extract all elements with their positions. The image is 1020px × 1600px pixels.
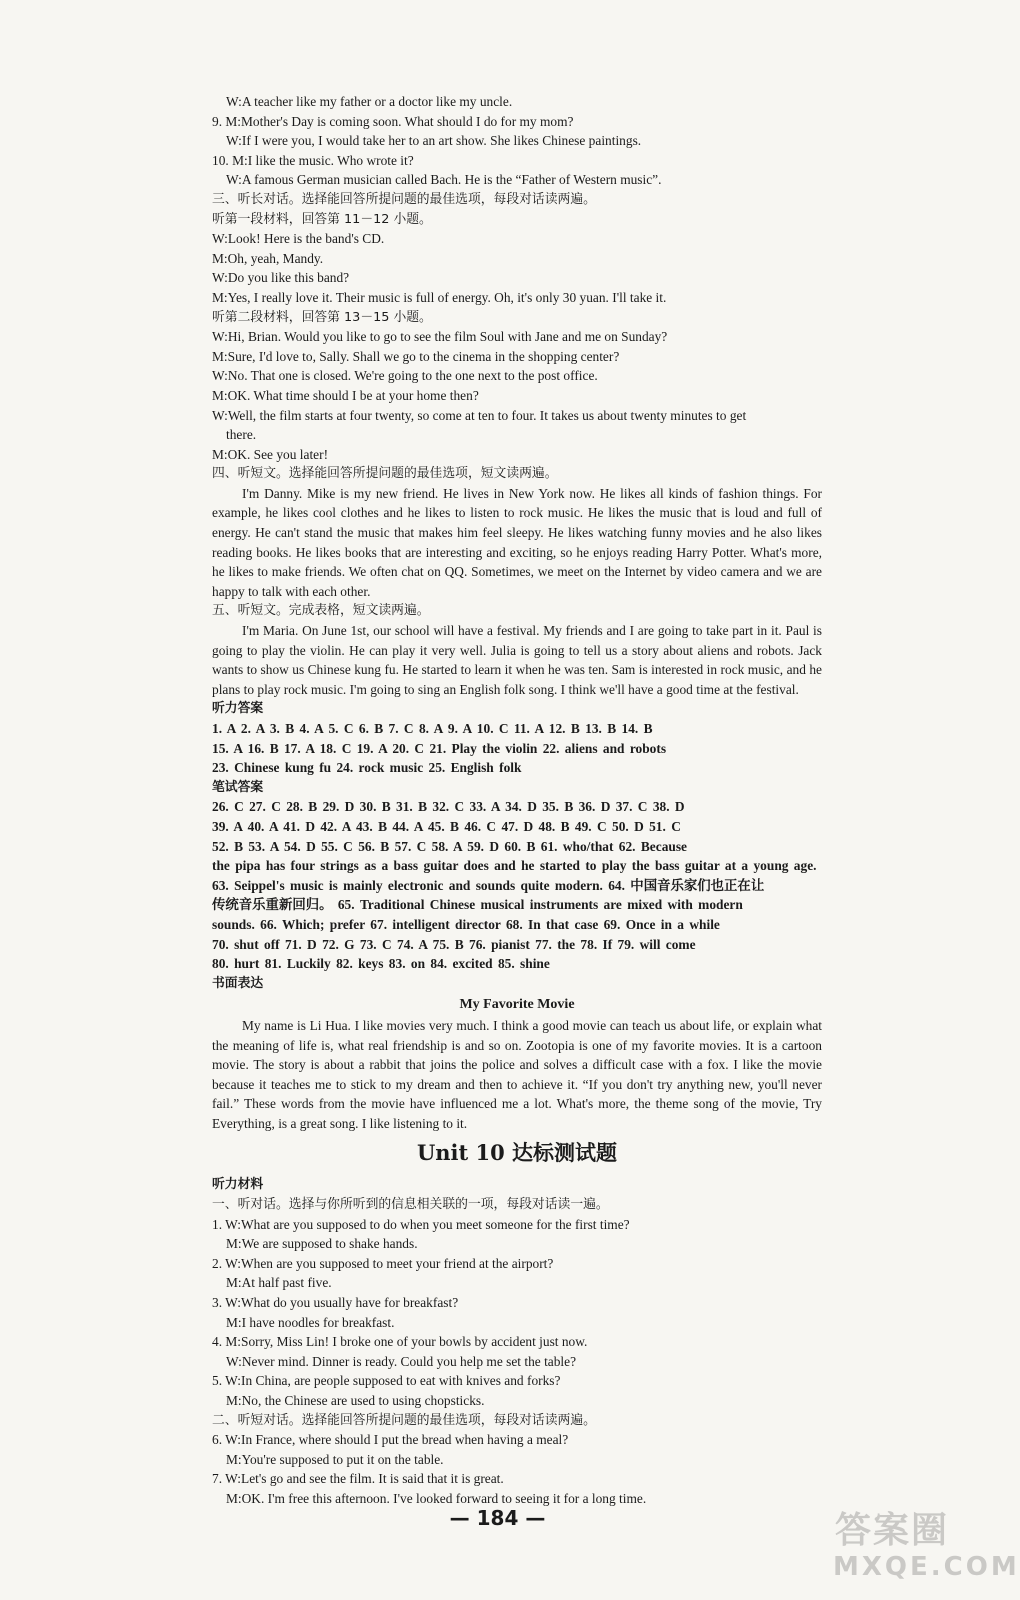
text-line: 6. W:In France, where should I put the bread when having a meal?: [212, 1432, 569, 1448]
answer-line: 23. Chinese kung fu 24. rock music 25. English folk: [212, 760, 522, 776]
text-line: M:Yes, I really love it. Their music is full of energy. Oh, it's only 30 yuan. I'll take it.: [212, 289, 667, 305]
text-line: 4. M:Sorry, Miss Lin! I broke one of your bowls by accident just now.: [212, 1334, 588, 1350]
written-answers-heading: 笔试答案: [212, 779, 264, 795]
text-line: 2. W:When are you supposed to meet your friend at the airport?: [212, 1255, 554, 1271]
writing-heading: 书面表达: [212, 975, 264, 991]
dialogue-lines-bottom: [212, 1195, 822, 1509]
text-line: 一、听对话。选择与你所听到的信息相关联的一项，每段对话读一遍。: [212, 1197, 609, 1213]
text-line: 9. M:Mother's Day is coming soon. What should I do for my mom?: [212, 113, 574, 129]
text-line: there.: [226, 427, 257, 443]
text-line: 四、听短文。选择能回答所提问题的最佳选项，短文读两遍。: [212, 466, 558, 482]
text-line: W:Well, the film starts at four twenty, so come at ten to four. It takes us about twenty minutes to get: [212, 407, 747, 423]
answer-line: 15. A 16. B 17. A 18. C 19. A 20. C 21. Play the violin 22. aliens and robots: [212, 740, 667, 756]
text-line: 5. W:In China, are people supposed to eat with knives and forks?: [212, 1373, 561, 1389]
answer-line: 52. B 53. A 54. D 55. C 56. B 57. C 58. A 59. D 60. B 61. who/that 62. Because: [212, 838, 687, 854]
text-line: 听第一段材料，回答第 11－12 小题。: [212, 211, 432, 227]
essay-body: My name is Li Hua. I like movies very much. I think a good movie can teach us about life, or explain what the meaning of life is, what real friendship is and so on. Zootopia is one of my favorite movies. It is a cartoon movie. The story is about a rabbit that joins the police and solves a difficult case with a fox. I like the movie because it teaches me to stick to my dream and then to achieve it. “If you don't try anything new, you'll never fail.” These words from the movie have influenced me a lot. What's more, the theme song of the movie, Try Everything, is a great song. I like listening to it.: [212, 1017, 822, 1131]
text-line: M:OK. I'm free this afternoon. I've looked forward to seeing it for a long time.: [226, 1490, 647, 1506]
text-line: M:OK. What time should I be at your home then?: [212, 387, 479, 403]
text-line: W:A teacher like my father or a doctor like my uncle.: [226, 94, 513, 109]
text-line: M:We are supposed to shake hands.: [226, 1236, 418, 1252]
text-line: M:OK. See you later!: [212, 446, 329, 462]
text-line: 二、听短对话。选择能回答所提问题的最佳选项，每段对话读两遍。: [212, 1412, 596, 1428]
dialogue-lines-top: [212, 92, 822, 484]
text-line: W:Look! Here is the band's CD.: [212, 231, 385, 247]
unit-title: Unit 10 达标测试题: [416, 1140, 618, 1166]
watermark-top-text: 答案圈: [835, 1510, 950, 1551]
answer-line: sounds. 66. Which; prefer 67. intelligent director 68. In that case 69. Once in a while: [212, 916, 720, 932]
text-line: W:Hi, Brian. Would you like to go to see the film Soul with Jane and me on Sunday?: [212, 329, 668, 345]
page-content: [212, 92, 822, 1509]
watermark-logo: [825, 1502, 1020, 1586]
answer-line: 80. hurt 81. Luckily 82. keys 83. on 84. excited 85. shine: [212, 956, 550, 972]
text-line: W:No. That one is closed. We're going to the one next to the post office.: [212, 368, 598, 384]
text-line: W:A famous German musician called Bach. He is the “Father of Western music”.: [226, 172, 662, 188]
answer-line: 1. A 2. A 3. B 4. A 5. C 6. B 7. C 8. A 9. A 10. C 11. A 12. B 13. B 14. B: [212, 721, 653, 736]
text-line: 7. W:Let's go and see the film. It is said that it is great.: [212, 1471, 504, 1487]
answer-line: the pipa has four strings as a bass guitar does and he started to play the bass guitar at a young age.: [212, 858, 817, 874]
section5-heading: 五、听短文。完成表格，短文读两遍。: [212, 603, 430, 619]
essay-title: My Favorite Movie: [459, 997, 575, 1013]
passage-section4: I'm Danny. Mike is my new friend. He lives in New York now. He likes all kinds of fashion things. For example, he likes cool clothes and he likes to listen to rock music. He likes the music that is loud and full of energy. He can't stand the music that makes him feel sleepy. He likes watching funny movies and he also likes reading books. He likes books that are interesting and exciting, so he enjoys reading Harry Potter. What's more, he likes to make friends. We often chat on QQ. Sometimes, we meet on the Internet by video camera and we are happy to talk with each other.: [212, 485, 822, 599]
text-line: 1. W:What are you supposed to do when you meet someone for the first time?: [212, 1216, 630, 1232]
answer-line: 70. shut off 71. D 72. G 73. C 74. A 75. B 76. pianist 77. the 78. If 79. will come: [212, 936, 696, 952]
text-line: 10. M:I like the music. Who wrote it?: [212, 152, 414, 168]
listening-material-heading: 听力材料: [212, 1177, 264, 1193]
text-line: M:At half past five.: [226, 1275, 332, 1291]
answer-line: 63. Seippel's music is mainly electronic and sounds quite modern. 64. 中国音乐家们也正在让: [212, 877, 765, 893]
text-line: M:You're supposed to put it on the table.: [226, 1451, 444, 1467]
answer-line: 传统音乐重新回归。 65. Traditional Chinese musical instruments are mixed with modern: [212, 897, 743, 913]
listening-answers: [212, 719, 822, 778]
text-line: W:If I were you, I would take her to an art show. She likes Chinese paintings.: [226, 133, 642, 149]
text-line: M:Oh, yeah, Mandy.: [212, 250, 324, 266]
text-line: W:Do you like this band?: [212, 270, 350, 286]
passage-section5: I'm Maria. On June 1st, our school will have a festival. My friends and I are going to take part in it. Paul is going to play the violin. He can play it very well. Julia is going to tell us a story about aliens and robots. Jack wants to show us Chinese kung fu. He started to learn it when he was ten. Sam is interested in rock music, and he plans to play rock music. I'm going to sing an English folk song. I think we'll have a good time at the festival.: [212, 623, 822, 697]
text-line: 三、听长对话。选择能回答所提问题的最佳选项，每段对话读两遍。: [212, 191, 596, 207]
listening-answers-heading: 听力答案: [212, 701, 264, 717]
answer-line: 39. A 40. A 41. D 42. A 43. B 44. A 45. B 46. C 47. D 48. B 49. C 50. D 51. C: [212, 818, 681, 834]
answer-line: 26. C 27. C 28. B 29. D 30. B 31. B 32. C 33. A 34. D 35. B 36. D 37. C 38. D: [212, 799, 685, 815]
text-line: M:No, the Chinese are used to using chopsticks.: [226, 1393, 485, 1408]
text-line: M:I have noodles for breakfast.: [226, 1314, 395, 1330]
text-line: 3. W:What do you usually have for breakfast?: [212, 1295, 459, 1311]
page-number: — 184 —: [449, 1506, 546, 1530]
text-line: 听第二段材料，回答第 13－15 小题。: [212, 309, 432, 325]
text-line: W:Never mind. Dinner is ready. Could you help me set the table?: [226, 1353, 577, 1369]
written-answers: [212, 797, 822, 973]
watermark-bottom-text: MXQE.COM: [833, 1552, 1020, 1582]
text-line: M:Sure, I'd love to, Sally. Shall we go to the cinema in the shopping center?: [212, 348, 620, 364]
